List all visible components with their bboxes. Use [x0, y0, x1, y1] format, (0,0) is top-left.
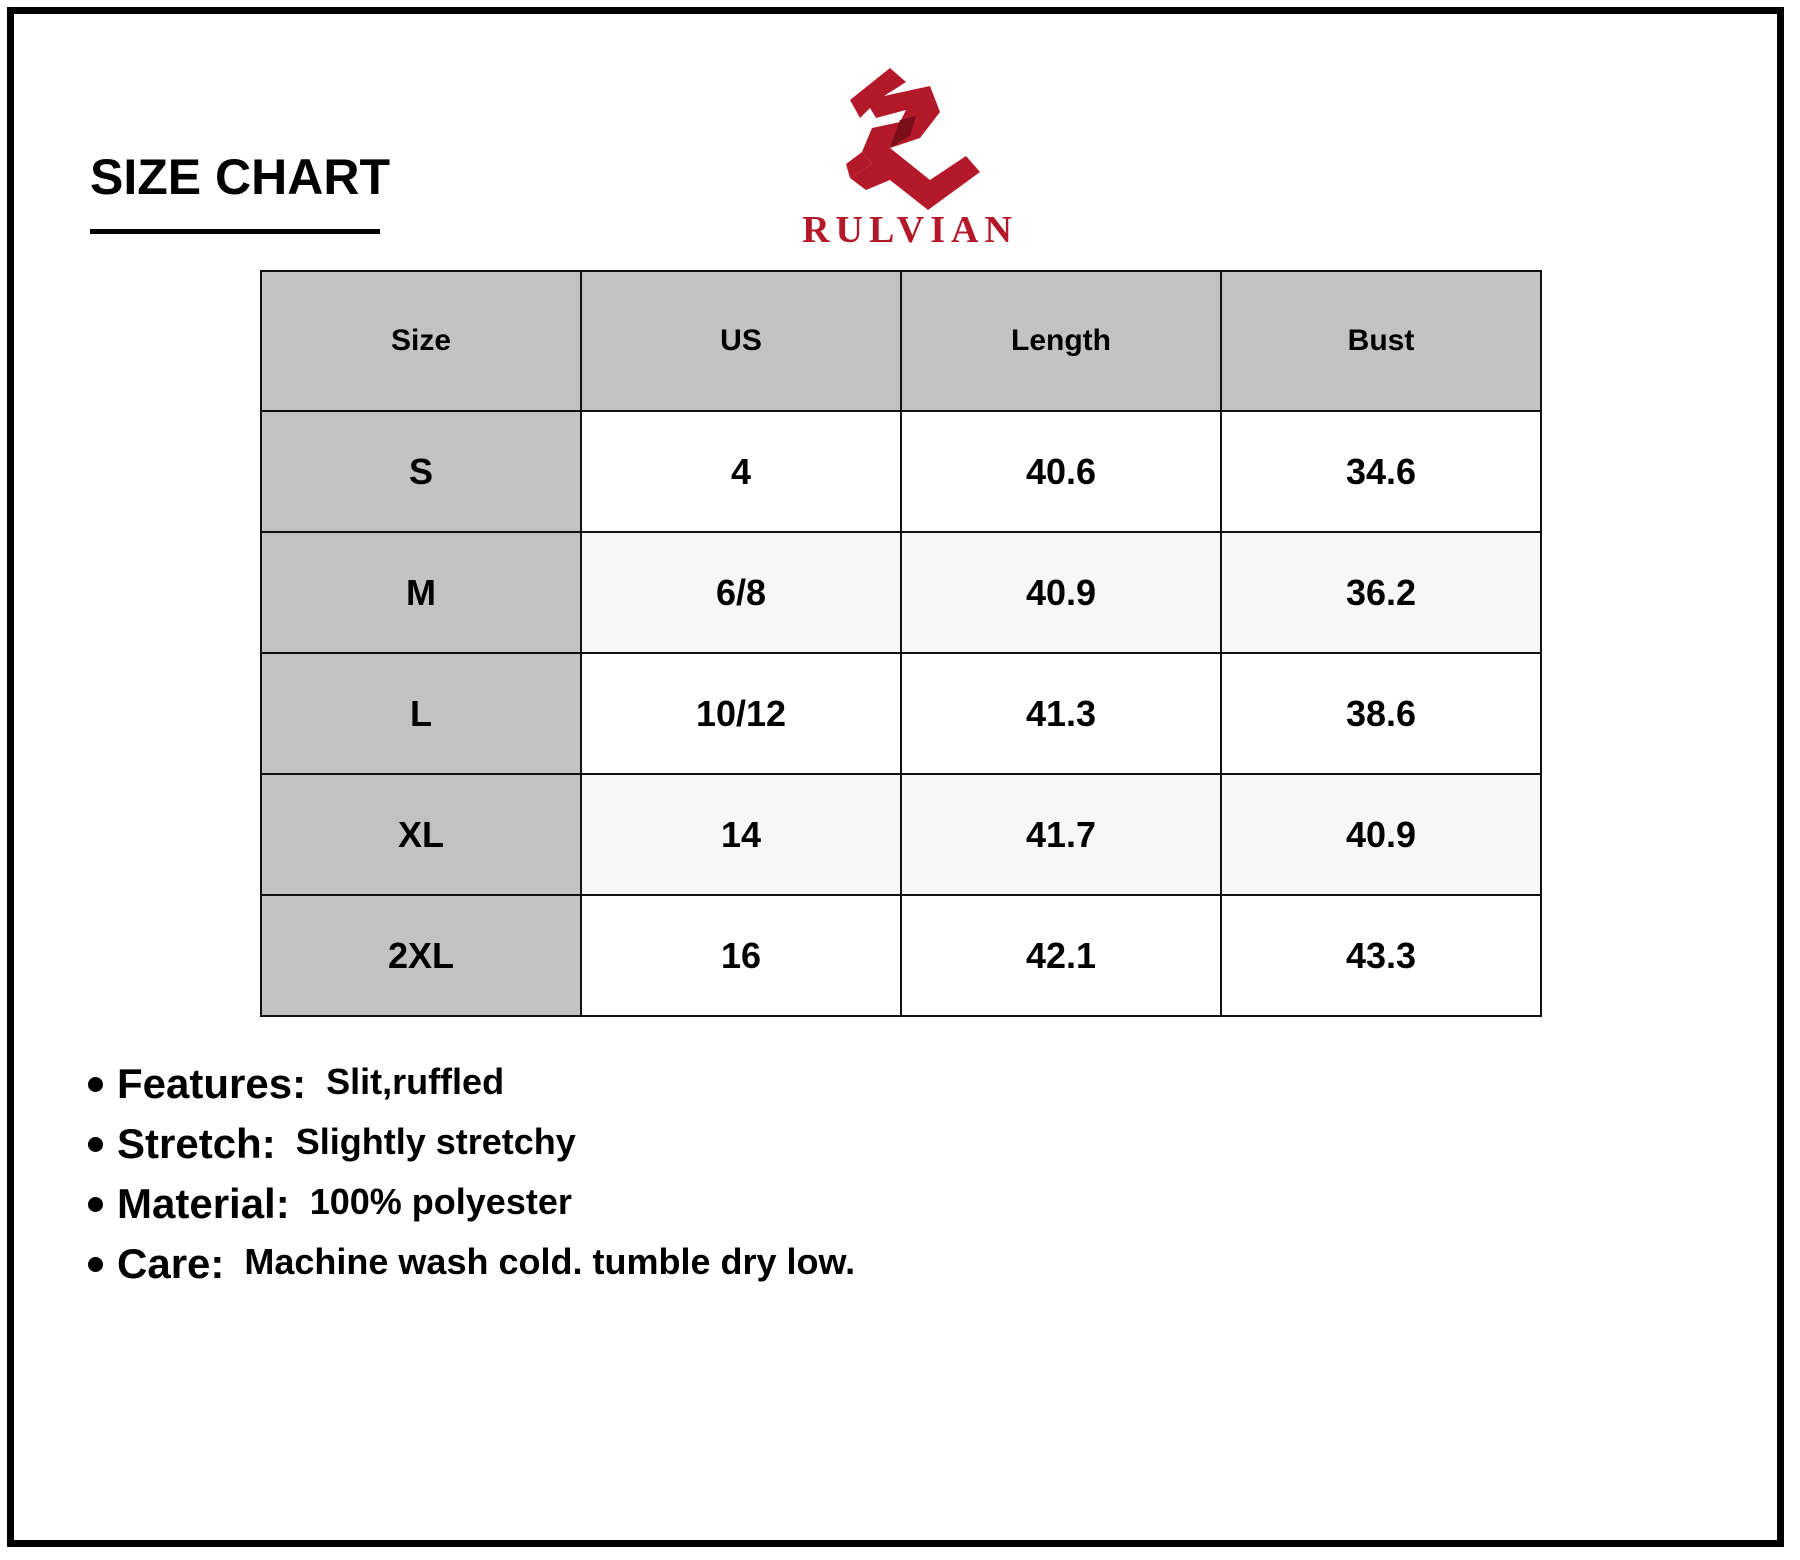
bullet-icon [88, 1137, 103, 1152]
spec-label: Material: [117, 1180, 290, 1227]
brand-name: RULVIAN [802, 209, 1018, 251]
column-header-bust: Bust [1221, 271, 1541, 411]
spec-value: Slit,ruffled [326, 1061, 505, 1102]
spec-label: Stretch: [117, 1120, 276, 1167]
column-header-us: US [581, 271, 901, 411]
size-cell: XL [261, 774, 581, 895]
table-row [261, 774, 1541, 895]
us-cell: 4 [581, 411, 901, 532]
table-header-row [261, 271, 1541, 411]
length-cell: 40.6 [901, 411, 1221, 532]
title-underline [90, 229, 380, 234]
spec-stretch [88, 1120, 855, 1180]
spec-value: Slightly stretchy [295, 1121, 576, 1162]
spec-label: Features: [117, 1060, 307, 1107]
column-header-size: Size [261, 271, 581, 411]
bust-cell: 38.6 [1221, 653, 1541, 774]
bust-cell: 40.9 [1221, 774, 1541, 895]
spec-value: Machine wash cold. tumble dry low. [244, 1241, 856, 1282]
length-cell: 42.1 [901, 895, 1221, 1016]
size-cell: M [261, 532, 581, 653]
spec-material [88, 1180, 855, 1240]
page-title: SIZE CHART [90, 149, 390, 205]
bullet-icon [88, 1077, 103, 1092]
us-cell: 10/12 [581, 653, 901, 774]
table-row [261, 532, 1541, 653]
table-row [261, 411, 1541, 532]
size-cell: L [261, 653, 581, 774]
bullet-icon [88, 1257, 103, 1272]
size-cell: 2XL [261, 895, 581, 1016]
bullet-icon [88, 1197, 103, 1212]
bust-cell: 43.3 [1221, 895, 1541, 1016]
us-cell: 14 [581, 774, 901, 895]
us-cell: 6/8 [581, 532, 901, 653]
bust-cell: 36.2 [1221, 532, 1541, 653]
spec-care [88, 1240, 855, 1300]
us-cell: 16 [581, 895, 901, 1016]
table-row [261, 895, 1541, 1016]
spec-features [88, 1060, 855, 1120]
rulvian-r-logo-icon [780, 60, 1040, 210]
length-cell: 41.3 [901, 653, 1221, 774]
length-cell: 41.7 [901, 774, 1221, 895]
brand-logo [780, 60, 1040, 250]
spec-label: Care: [117, 1240, 225, 1287]
table-row [261, 653, 1541, 774]
spec-value: 100% polyester [309, 1181, 572, 1222]
bust-cell: 34.6 [1221, 411, 1541, 532]
product-specs [88, 1060, 855, 1300]
size-cell: S [261, 411, 581, 532]
length-cell: 40.9 [901, 532, 1221, 653]
size-table [260, 270, 1542, 1017]
column-header-length: Length [901, 271, 1221, 411]
